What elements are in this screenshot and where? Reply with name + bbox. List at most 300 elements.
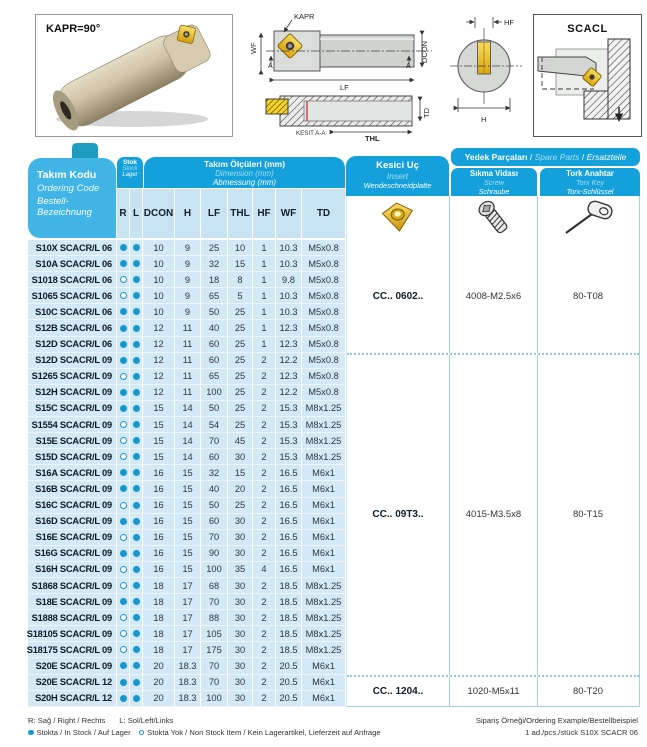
dim-dcon-cell: 15 [143, 449, 174, 465]
dim-dcon-cell: 20 [143, 675, 174, 691]
stock-r-cell [117, 578, 129, 594]
dim-thl-cell: 25 [228, 304, 252, 320]
in-stock-dot [120, 679, 127, 686]
dim-wf-cell: 10.3 [276, 304, 301, 320]
table-row [28, 385, 345, 401]
in-stock-dot [133, 646, 140, 653]
spare-parts-groups [347, 240, 639, 707]
stock-r-cell [117, 610, 129, 626]
header-insert-tr: Kesici Uç [376, 160, 419, 171]
tool-code-cell: S10A SCACR/L 06 [28, 256, 116, 272]
dim-lf-cell: 100 [201, 562, 227, 578]
dim-td-cell: M8x1.25 [302, 449, 345, 465]
tool-code-cell: S1888 SCACR/L 09 [28, 610, 116, 626]
dim-wf-cell: 15.3 [276, 449, 301, 465]
dim-dcon-cell: 15 [143, 401, 174, 417]
col-dcon: DCON [143, 189, 174, 238]
dim-td-cell: M5x0.8 [302, 369, 345, 385]
dim-lf-cell: 18 [201, 272, 227, 288]
dim-thl-cell: 25 [228, 337, 252, 353]
dim-hf-cell: 2 [253, 530, 275, 546]
non-stock-dot [120, 566, 127, 573]
tool-code-cell: S10X SCACR/L 06 [28, 240, 116, 256]
dim-td-cell: M5x0.8 [302, 240, 345, 256]
dim-hf-cell: 2 [253, 675, 275, 691]
stock-l-cell [130, 691, 142, 707]
dim-h-cell: 17 [175, 642, 200, 658]
dim-thl-cell: 25 [228, 385, 252, 401]
dim-lf-cell: 60 [201, 353, 227, 369]
ordering-example [476, 716, 638, 740]
in-stock-dot [120, 485, 127, 492]
torx-code-value: 80-T20 [572, 686, 604, 698]
dim-lf-cell: 105 [201, 626, 227, 642]
dim-h-cell: 17 [175, 626, 200, 642]
table-row [28, 288, 345, 304]
in-stock-dot [133, 534, 140, 541]
stock-l-cell [130, 433, 142, 449]
in-stock-dot [120, 405, 127, 412]
screw-code-value: 4008-M2.5x6 [449, 240, 538, 353]
in-stock-dot [133, 502, 140, 509]
dim-hf-cell: 2 [253, 433, 275, 449]
tool-code-cell: S16A SCACR/L 09 [28, 465, 116, 481]
in-stock-dot [133, 630, 140, 637]
dim-lf-cell: 32 [201, 465, 227, 481]
dim-hf-cell: 2 [253, 353, 275, 369]
non-stock-dot [120, 582, 127, 589]
dim-td-cell: M8x1.25 [302, 594, 345, 610]
kesit-section-label: KESIT A-A [296, 130, 326, 137]
stock-l-cell [130, 369, 142, 385]
header-dims-en: Dimension (mm) [215, 169, 274, 178]
in-stock-dot [133, 550, 140, 557]
stock-r-cell [117, 481, 129, 497]
dim-wf-cell: 20.5 [276, 658, 301, 674]
tool-code-cell: S20E SCACR/L 12 [28, 675, 116, 691]
col-lf: LF [201, 189, 227, 238]
product-photo-box [35, 14, 233, 137]
insert-code-value: CC.. 1204.. [372, 686, 424, 698]
dim-wf-cell: 18.5 [276, 610, 301, 626]
in-stock-dot [133, 662, 140, 669]
stock-r-cell [117, 353, 129, 369]
dim-lf-cell: 88 [201, 610, 227, 626]
dim-lf-cell: 50 [201, 304, 227, 320]
dim-dcon-cell: 12 [143, 385, 174, 401]
non-stock-dot [120, 373, 127, 380]
dim-h-cell: 11 [175, 385, 200, 401]
in-stock-dot [133, 582, 140, 589]
dim-wf-cell: 18.5 [276, 626, 301, 642]
dim-h-cell: 15 [175, 530, 200, 546]
wf-dim-label: WF [249, 42, 258, 54]
dim-lf-cell: 70 [201, 530, 227, 546]
tool-code-cell: S1065 SCACR/L 06 [28, 288, 116, 304]
in-stock-dot [133, 453, 140, 460]
torx-code-value: 80-T08 [572, 290, 604, 302]
table-row [28, 401, 345, 417]
stock-r-cell [117, 337, 129, 353]
col-l: L [130, 189, 142, 238]
in-stock-dot [133, 308, 140, 315]
dim-thl-cell: 25 [228, 498, 252, 514]
header-screw-en: Screw [484, 178, 504, 187]
dim-td-cell: M8x1.25 [302, 401, 345, 417]
in-stock-dot [120, 662, 127, 669]
in-stock-dot [120, 389, 127, 396]
spare-parts-group [347, 240, 639, 353]
dim-wf-cell: 16.5 [276, 465, 301, 481]
dim-lf-cell: 40 [201, 320, 227, 336]
screw-code-value: 1020-M5x11 [449, 677, 538, 707]
thl-dim-label: THL [365, 134, 380, 142]
spare-parts-columns [346, 196, 640, 707]
dim-dcon-cell: 12 [143, 337, 174, 353]
stock-r-cell [117, 594, 129, 610]
header-dims-de: Abmessung (mm) [212, 178, 277, 187]
stock-r-cell [117, 401, 129, 417]
dim-dcon-cell: 18 [143, 610, 174, 626]
dim-td-cell: M6x1 [302, 530, 345, 546]
dim-hf-cell: 2 [253, 369, 275, 385]
tool-code-cell: S12D SCACR/L 09 [28, 353, 116, 369]
dim-h-cell: 18.3 [175, 675, 200, 691]
footer-notes [28, 716, 381, 737]
non-stock-dot [120, 630, 127, 637]
insert-photo-icon [380, 201, 416, 235]
dim-thl-cell: 30 [228, 610, 252, 626]
ordering-example-value: 1 ad./pcs./stück S10X SCACR 06 [525, 728, 638, 737]
header-spare-de: Ersatzteile [586, 152, 627, 162]
dim-thl-cell: 5 [228, 288, 252, 304]
dim-dcon-cell: 12 [143, 320, 174, 336]
dim-td-cell: M5x0.8 [302, 288, 345, 304]
scacl-variant-box [533, 14, 642, 137]
in-stock-dot [133, 260, 140, 267]
tool-code-cell: S15E SCACR/L 09 [28, 433, 116, 449]
stock-l-cell [130, 610, 142, 626]
dim-td-cell: M5x0.8 [302, 353, 345, 369]
dim-wf-cell: 18.5 [276, 578, 301, 594]
stock-l-cell [130, 449, 142, 465]
dim-td-cell: M8x1.25 [302, 417, 345, 433]
dim-td-cell: M8x1.25 [302, 433, 345, 449]
dim-lf-cell: 100 [201, 385, 227, 401]
table-row [28, 337, 345, 353]
dim-h-cell: 11 [175, 320, 200, 336]
dim-td-cell: M8x1.25 [302, 578, 345, 594]
dim-h-cell: 11 [175, 337, 200, 353]
stock-l-cell [130, 256, 142, 272]
in-stock-dot [133, 325, 140, 332]
dim-hf-cell: 1 [253, 288, 275, 304]
dim-wf-cell: 12.3 [276, 337, 301, 353]
dim-thl-cell: 25 [228, 401, 252, 417]
dim-dcon-cell: 18 [143, 578, 174, 594]
non-stock-dot [120, 453, 127, 460]
dim-hf-cell: 1 [253, 320, 275, 336]
tool-code-cell: S1868 SCACR/L 09 [28, 578, 116, 594]
dim-lf-cell: 60 [201, 337, 227, 353]
stock-r-cell [117, 562, 129, 578]
dimension-drawing-views [246, 8, 446, 142]
dim-thl-cell: 25 [228, 353, 252, 369]
stock-r-cell [117, 417, 129, 433]
dim-h-cell: 18.3 [175, 691, 200, 707]
dim-hf-cell: 2 [253, 465, 275, 481]
header-insert-de: Wendeschneidplatte [363, 181, 432, 190]
dim-hf-cell: 2 [253, 401, 275, 417]
dim-thl-cell: 30 [228, 658, 252, 674]
stock-l-cell [130, 562, 142, 578]
dim-thl-cell: 10 [228, 240, 252, 256]
in-stock-dot [133, 389, 140, 396]
dim-wf-cell: 10.3 [276, 240, 301, 256]
header-torx-en: Torx Key [575, 178, 605, 187]
in-stock-dot [120, 357, 127, 364]
stock-r-cell [117, 626, 129, 642]
dim-wf-cell: 20.5 [276, 675, 301, 691]
tool-code-cell: S16H SCACR/L 09 [28, 562, 116, 578]
non-stock-dot [120, 646, 127, 653]
in-stock-dot [133, 405, 140, 412]
tool-code-cell: S16D SCACR/L 09 [28, 514, 116, 530]
dim-h-cell: 14 [175, 417, 200, 433]
dim-h-cell: 9 [175, 288, 200, 304]
dim-thl-cell: 30 [228, 514, 252, 530]
dim-hf-cell: 2 [253, 594, 275, 610]
dim-td-cell: M5x0.8 [302, 272, 345, 288]
part-images-row [347, 196, 639, 240]
dim-hf-cell: 2 [253, 481, 275, 497]
dim-lf-cell: 60 [201, 514, 227, 530]
in-stock-dot [133, 679, 140, 686]
stock-r-cell [117, 433, 129, 449]
dim-hf-cell: 2 [253, 610, 275, 626]
stock-r-cell [117, 675, 129, 691]
dim-dcon-cell: 10 [143, 304, 174, 320]
in-stock-dot [133, 292, 140, 299]
dim-dcon-cell: 18 [143, 642, 174, 658]
dim-h-cell: 14 [175, 401, 200, 417]
dim-thl-cell: 30 [228, 626, 252, 642]
stock-r-cell [117, 658, 129, 674]
dim-hf-cell: 2 [253, 417, 275, 433]
tool-code-cell: S18105 SCACR/L 09 [28, 626, 116, 642]
header-dims-tr: Takım Ölçüleri (mm) [203, 159, 286, 169]
dim-lf-cell: 175 [201, 642, 227, 658]
stock-l-cell [130, 304, 142, 320]
dim-wf-cell: 10.3 [276, 288, 301, 304]
dim-lf-cell: 70 [201, 658, 227, 674]
dim-dcon-cell: 16 [143, 481, 174, 497]
stock-r-cell [117, 256, 129, 272]
in-stock-dot [120, 598, 127, 605]
dim-h-cell: 17 [175, 610, 200, 626]
header-stock-tr: Stok [122, 159, 138, 166]
in-stock-dot [120, 695, 127, 702]
stock-header [117, 157, 143, 188]
stock-l-cell [130, 642, 142, 658]
table-row [28, 691, 345, 707]
dim-dcon-cell: 16 [143, 465, 174, 481]
stock-r-cell [117, 691, 129, 707]
stock-l-cell [130, 514, 142, 530]
torx-key-image-cell [538, 196, 638, 240]
dim-td-cell: M6x1 [302, 691, 345, 707]
table-row [28, 465, 345, 481]
dim-td-cell: M5x0.8 [302, 304, 345, 320]
dim-thl-cell: 30 [228, 642, 252, 658]
table-row [28, 498, 345, 514]
in-stock-dot [133, 695, 140, 702]
dim-td-cell: M8x1.25 [302, 642, 345, 658]
table-row [28, 353, 345, 369]
stock-l-cell [130, 337, 142, 353]
in-stock-dot [120, 518, 127, 525]
table-row [28, 272, 345, 288]
table-row [28, 449, 345, 465]
table-row [28, 626, 345, 642]
tool-code-cell: S1554 SCACR/L 09 [28, 417, 116, 433]
dim-thl-cell: 30 [228, 449, 252, 465]
tool-code-cell: S10C SCACR/L 06 [28, 304, 116, 320]
dim-hf-cell: 1 [253, 337, 275, 353]
tool-code-cell: S16C SCACR/L 09 [28, 498, 116, 514]
dim-hf-cell: 2 [253, 514, 275, 530]
dim-lf-cell: 68 [201, 578, 227, 594]
dim-h-cell: 9 [175, 272, 200, 288]
legend-non-stock-dot [139, 730, 145, 736]
dim-wf-cell: 15.3 [276, 401, 301, 417]
col-hf: HF [253, 189, 275, 238]
legend-in-stock-text: Stokta / In Stock / Auf Lager [36, 728, 131, 737]
tool-code-cell: S18E SCACR/L 09 [28, 594, 116, 610]
footer-rl-right: R: Sağ / Right / Rechts [28, 716, 106, 725]
kapr-dim-label: KAPR [294, 12, 315, 21]
table-row [28, 675, 345, 691]
dim-td-cell: M5x0.8 [302, 337, 345, 353]
stock-l-cell [130, 417, 142, 433]
dim-lf-cell: 54 [201, 417, 227, 433]
dim-hf-cell: 2 [253, 546, 275, 562]
dim-h-cell: 9 [175, 256, 200, 272]
dim-dcon-cell: 16 [143, 498, 174, 514]
header-torx-de: Torx-Schlüssel [566, 187, 614, 196]
dim-hf-cell: 1 [253, 240, 275, 256]
table-row [28, 562, 345, 578]
dim-td-cell: M6x1 [302, 481, 345, 497]
dim-thl-cell: 30 [228, 546, 252, 562]
tool-code-cell: S15C SCACR/L 09 [28, 401, 116, 417]
dim-thl-cell: 45 [228, 433, 252, 449]
dim-td-cell: M6x1 [302, 514, 345, 530]
stock-r-cell [117, 514, 129, 530]
dim-thl-cell: 25 [228, 417, 252, 433]
dimensions-header [144, 157, 345, 188]
in-stock-dot [120, 308, 127, 315]
dim-thl-cell: 35 [228, 562, 252, 578]
table-row [28, 530, 345, 546]
in-stock-dot [120, 325, 127, 332]
dim-lf-cell: 60 [201, 449, 227, 465]
header-torx-tr: Tork Anahtar [566, 169, 614, 178]
dim-lf-cell: 50 [201, 401, 227, 417]
dim-td-cell: M5x0.8 [302, 385, 345, 401]
insert-header [346, 156, 449, 196]
col-thl: THL [228, 189, 252, 238]
dim-wf-cell: 16.5 [276, 530, 301, 546]
non-stock-dot [120, 421, 127, 428]
stock-r-cell [117, 530, 129, 546]
tool-code-cell: S1018 SCACR/L 06 [28, 272, 116, 288]
dim-thl-cell: 30 [228, 691, 252, 707]
table-row [28, 642, 345, 658]
stock-r-cell [117, 465, 129, 481]
dim-lf-cell: 50 [201, 498, 227, 514]
table-row [28, 658, 345, 674]
dim-wf-cell: 18.5 [276, 642, 301, 658]
in-stock-dot [120, 260, 127, 267]
in-stock-dot [133, 485, 140, 492]
dim-wf-cell: 12.3 [276, 320, 301, 336]
in-stock-dot [120, 244, 127, 251]
dim-td-cell: M8x1.25 [302, 626, 345, 642]
stock-l-cell [130, 353, 142, 369]
dim-hf-cell: 2 [253, 578, 275, 594]
dim-wf-cell: 20.5 [276, 691, 301, 707]
stock-r-cell [117, 369, 129, 385]
table-row [28, 514, 345, 530]
h-dim-label: H [481, 115, 487, 124]
dim-h-cell: 18.3 [175, 658, 200, 674]
in-stock-dot [133, 566, 140, 573]
dim-dcon-cell: 18 [143, 594, 174, 610]
dim-td-cell: M8x1.25 [302, 610, 345, 626]
header-stock-de: Lager [122, 172, 138, 178]
header-spare-en: Spare Parts [534, 152, 580, 162]
stock-l-cell [130, 626, 142, 642]
stock-r-cell [117, 320, 129, 336]
stock-r-cell [117, 240, 129, 256]
non-stock-dot [120, 292, 127, 299]
dim-dcon-cell: 18 [143, 626, 174, 642]
dim-lf-cell: 25 [201, 240, 227, 256]
dim-wf-cell: 12.2 [276, 353, 301, 369]
dim-thl-cell: 8 [228, 272, 252, 288]
dim-hf-cell: 2 [253, 691, 275, 707]
dim-thl-cell: 25 [228, 320, 252, 336]
ordering-example-label: Sipariş Örneği/Ordering Example/Bestellbeispiel [475, 716, 638, 725]
tool-code-cell: S1265 SCACR/L 09 [28, 369, 116, 385]
dim-h-cell: 9 [175, 240, 200, 256]
dim-hf-cell: 2 [253, 498, 275, 514]
stock-l-cell [130, 546, 142, 562]
dim-dcon-cell: 15 [143, 433, 174, 449]
in-stock-dot [133, 341, 140, 348]
table-row [28, 417, 345, 433]
stock-l-cell [130, 675, 142, 691]
dim-wf-cell: 15.3 [276, 433, 301, 449]
in-stock-dot [133, 614, 140, 621]
header-code-tr: Takım Kodu [37, 169, 97, 181]
dim-thl-cell: 30 [228, 578, 252, 594]
stock-r-cell [117, 449, 129, 465]
stock-l-cell [130, 481, 142, 497]
separator: / [579, 152, 587, 162]
in-stock-dot [133, 357, 140, 364]
